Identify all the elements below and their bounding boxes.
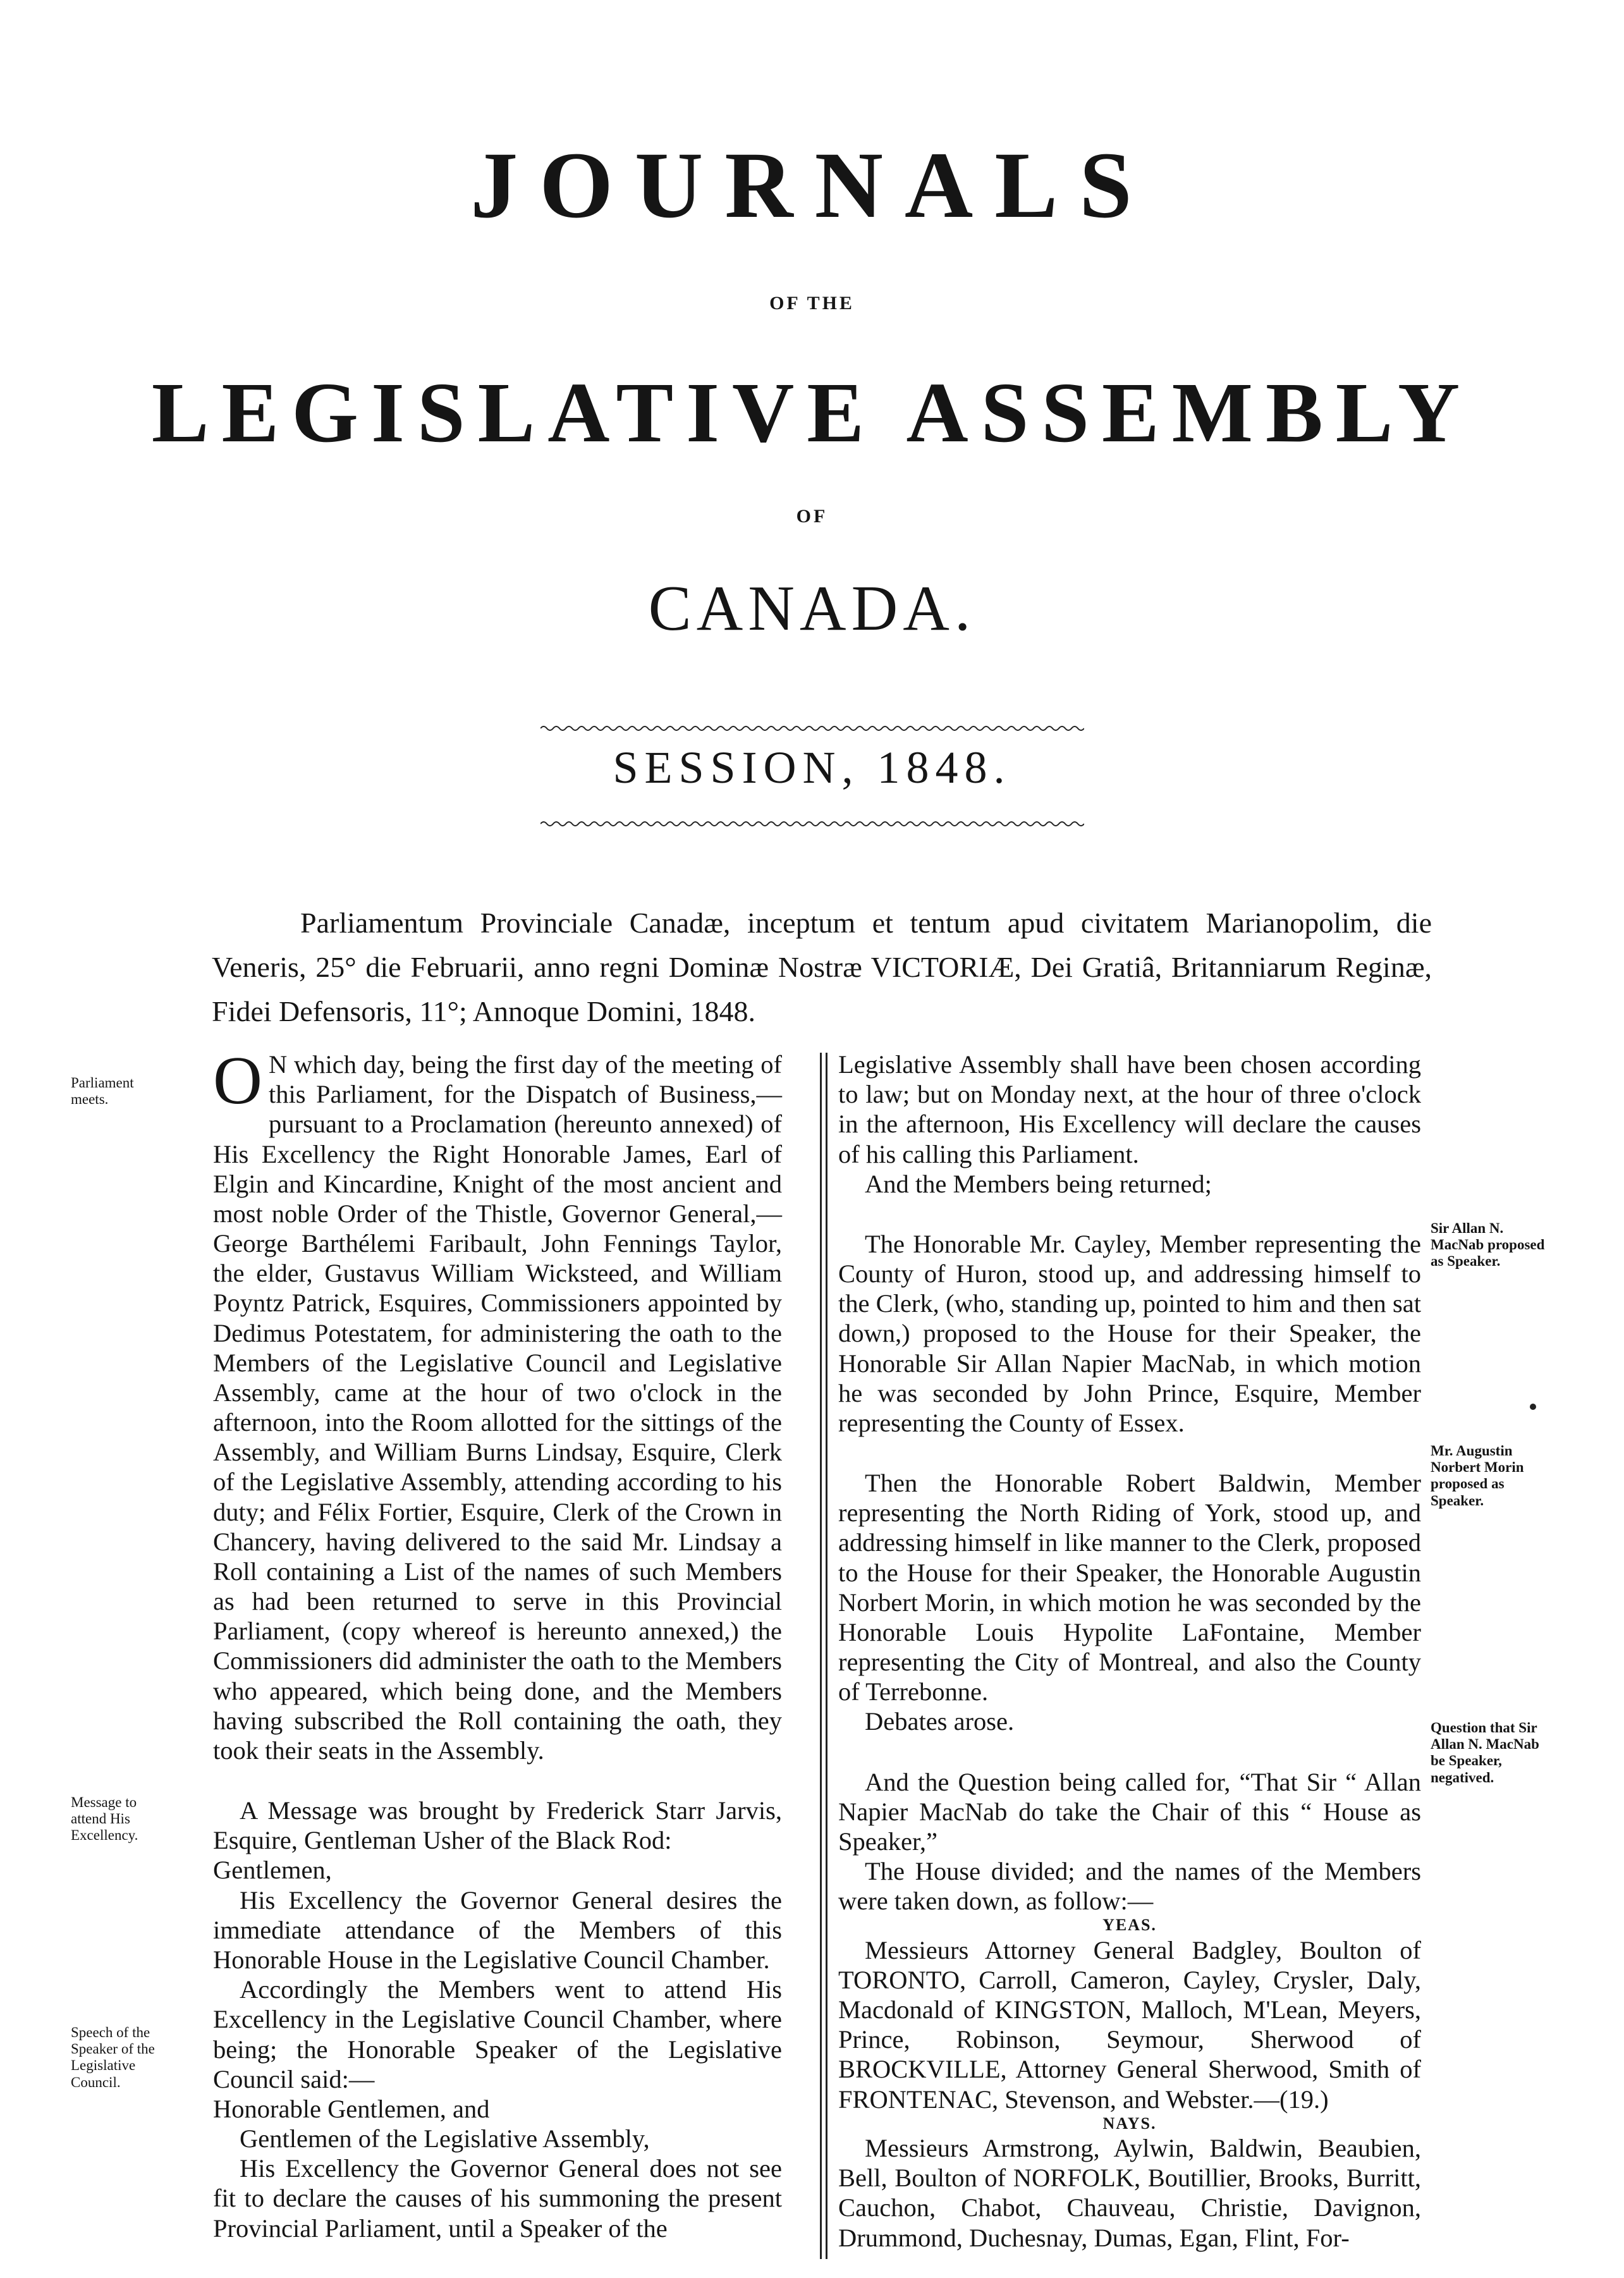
title-journals: JOURNALS [470,133,1154,238]
right-column [838,1050,1421,2253]
paragraph-honorable-gentlemen: Honorable Gentlemen, and [213,2094,490,2123]
paragraph-opening [213,1043,782,1765]
left-column [213,1043,782,2243]
title-of-the: OF THE [769,293,855,314]
yeas-list: Messieurs Attorney General Badgley, Boulton of TORONTO, Carroll, Cameron, Cayley, Crysler, Daly, Macdonald of KINGSTON, Malloch, M'Lean, Meyers, Prince, Robinson, Seymour, Sherwood of BROCKVILLE, Attorney General Sherwood, Smith of FRONTENAC, Stevenson, and Webster.—(19.) [838,1935,1421,2114]
column-rule-right [826,1053,827,2259]
wavy-rule-top [540,725,1084,732]
latin-preamble: Parliamentum Provinciale Canadæ, inceptum et tentum apud civitatem Marianopolim, die Veneris, 25° die Februarii, anno regni Dominæ Nostræ VICTORIÆ, Dei Gratiâ, Britanniarum Reginæ, Fidei Defensoris, 11°; Annoque Domini, 1848. [212,907,1432,1027]
margin-note-speech: Speech of the Speaker of the Legislative Council. [71,2024,155,2090]
paragraph-members-returned: And the Members being returned; [865,1169,1212,1198]
paragraph-house-divided: The House divided; and the names of the Members were taken down, as follow:— [838,1857,1421,1916]
session-heading: SESSION, 1848. [613,742,1011,793]
paragraph-accordingly: Accordingly the Members went to attend His Excellency in the Legislative Council Chamber, where being; the Honorable Speaker of the Legislative Council said:— [213,1975,782,2093]
wavy-rule-bottom [540,820,1084,828]
paragraph-debates: Debates arose. [865,1707,1015,1736]
yeas-heading: YEAS. [1102,1916,1157,1935]
drop-cap: O [213,1043,262,1118]
paragraph-assembly-gentlemen: Gentlemen of the Legislative Assembly, [240,2124,650,2153]
paragraph-baldwin-proposes: Then the Honorable Robert Baldwin, Member representing the North Riding of York, stood up, and addressing himself in like manner to the Clerk, proposed to the House for their Speaker, the Honorable Augustin Norbert Morin, in which motion he was seconded by the Honorable Louis Hypolite LaFontaine, Member representing the City of Montreal, and also the County of Terrebonne. [838,1469,1421,1706]
column-rule-left [820,1053,822,2259]
paragraph-excellency-declines: His Excellency the Governor General does not see fit to declare the causes of his summoning the present Provincial Parliament, until a Speaker of the [213,2154,782,2243]
margin-note-message: Message to attend His Excellency. [71,1794,138,1844]
paragraph-governor-desires: His Excellency the Governor General desires the immediate attendance of the Members of this Honorable House in the Legislative Council Chamber. [213,1885,782,1974]
paragraph-continued: Legislative Assembly shall have been chosen according to law; but on Monday next, at the hour of three o'clock in the afternoon, His Excellency will declare the causes of his calling this Parliament. [838,1050,1421,1168]
nays-list: Messieurs Armstrong, Aylwin, Baldwin, Beaubien, Bell, Boulton of NORFOLK, Boutillier, Brooks, Burritt, Cauchon, Chabot, Chauveau, Christie, Davignon, Drummond, Duchesnay, Dumas, Egan, Flint, For- [838,2134,1421,2252]
paragraph-gentlemen: Gentlemen, [213,1856,332,1885]
nays-heading: NAYS. [1102,2114,1157,2133]
title-of: OF [796,506,828,527]
opening-text: N which day, being the first day of the meeting of this Parliament, for the Dispatch of Business,—pursuant to a Proclamation (hereunto annexed) of His Excellency the Right Honorable James, Earl of Elgin and Kincardine, Knight of the most ancient and most noble Order of the Thistle, Governor General,—George Barthélemi Faribault, John Fennings Taylor, the elder, Gustavus William Wicksteed, and William Poyntz Patrick, Esquires, Commissioners appointed by Dedimus Potestatem, for administering the oath to the Members of the Legislative Council and Legislative Assembly, came at the hour of two o'clock in the afternoon, into the Room allotted for the sittings of the Assembly, and William Burns Lindsay, Esquire, Clerk of the Legislative Assembly, attending according to his duty; and Félix Fortier, Esquire, Clerk of the Crown in Chancery, having delivered to the said Mr. Lindsay a Roll containing a List of the names of such Members as had been returned to serve in this Provincial Parliament, (copy whereof is hereunto annexed,) the Commissioners did administer the oath to the Members who appeared, which being done, and the Members having subscribed the Roll containing the oath, they took their seats in the Assembly. [213,1050,782,1765]
title-legislative-assembly: LEGISLATIVE ASSEMBLY [151,365,1473,460]
margin-note-parliament-meets: Parliament meets. [71,1075,134,1108]
stray-mark [1530,1404,1536,1410]
paragraph-message: A Message was brought by Frederick Starr Jarvis, Esquire, Gentleman Usher of the Black Rod: [213,1796,782,1855]
margin-note-question-negatived: Question that Sir Allan N. MacNab be Speaker, negatived. [1431,1720,1539,1785]
margin-note-macnab-proposed: Sir Allan N. MacNab proposed as Speaker. [1431,1220,1545,1270]
title-canada: CANADA. [648,573,976,644]
paragraph-cayley-proposes: The Honorable Mr. Cayley, Member representing the County of Huron, stood up, and addressing himself to the Clerk, (who, standing up, pointed to him and then sat down,) proposed to the House for their Speaker, the Honorable Sir Allan Napier MacNab, in which motion he was seconded by John Prince, Esquire, Member representing the County of Essex. [838,1229,1421,1437]
margin-note-morin-proposed: Mr. Augustin Norbert Morin proposed as Speaker. [1431,1443,1524,1509]
paragraph-question: And the Question being called for, “That Sir “ Allan Napier MacNab do take the Chair of this “ House as Speaker,” [838,1767,1421,1856]
